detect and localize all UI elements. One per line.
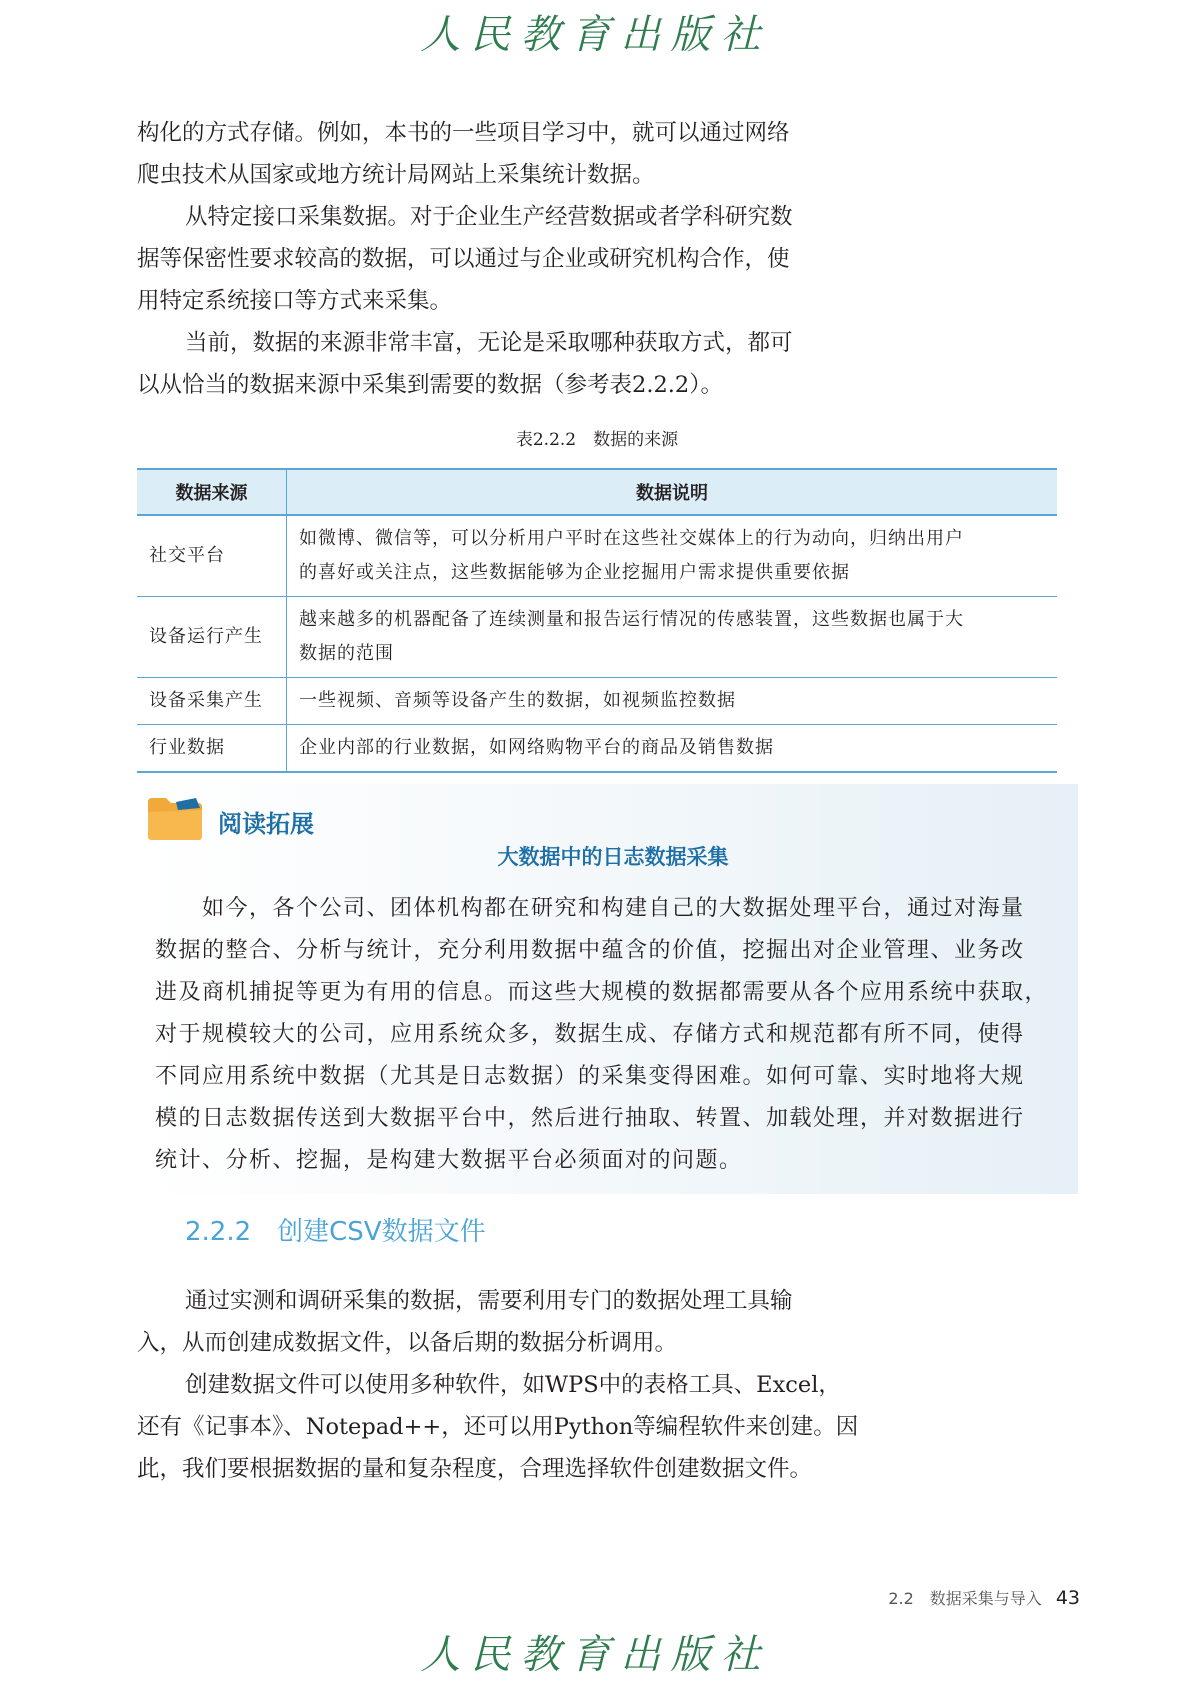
- table-row: [137, 678, 1057, 725]
- cell-source: 社交平台: [137, 515, 287, 597]
- paragraph-line: 通过实测和调研采集的数据，需要利用专门的数据处理工具输: [185, 1288, 793, 1314]
- column-header-source: 数据来源: [137, 469, 287, 515]
- page-number: 43: [1055, 1587, 1080, 1609]
- section-number: 2.2.2: [185, 1217, 252, 1247]
- paragraph-line: 此，我们要根据数据的量和复杂程度，合理选择软件创建数据文件。: [137, 1456, 813, 1482]
- paragraph-line: 从特定接口采集数据。对于企业生产经营数据或者学科研究数: [185, 204, 793, 230]
- box-line: 不同应用系统中数据（尤其是日志数据）的采集变得困难。如何可靠、实时地将大规: [155, 1064, 1025, 1089]
- cell-description: [287, 597, 1058, 678]
- column-header-description: 数据说明: [287, 469, 1058, 515]
- cell-line: 如微博、微信等，可以分析用户平时在这些社交媒体上的行为动向，归纳出用户: [299, 528, 964, 549]
- box-line: 对于规模较大的公司，应用系统众多，数据生成、存储方式和规范都有所不同，使得: [155, 1022, 1025, 1047]
- table-header-row: [137, 469, 1057, 515]
- cell-line: 越来越多的机器配备了连续测量和报告运行情况的传感装置，这些数据也属于大: [299, 609, 964, 630]
- folder-icon: [146, 796, 204, 842]
- section-heading: [185, 1212, 486, 1252]
- cell-source: 行业数据: [137, 725, 287, 773]
- cell-source: 设备运行产生: [137, 597, 287, 678]
- section-title: 创建CSV数据文件: [277, 1217, 486, 1247]
- paragraph-line: 还有《记事本》、Notepad++，还可以用Python等编程软件来创建。因: [137, 1414, 859, 1440]
- box-line: 统计、分析、挖掘，是构建大数据平台必须面对的问题。: [155, 1148, 743, 1173]
- paragraph-2: [137, 196, 861, 322]
- box-line: 进及商机捕捉等更为有用的信息。而这些大规模的数据都需要从各个应用系统中获取，: [155, 980, 1049, 1005]
- reading-extension-label: 阅读拓展: [218, 810, 314, 838]
- cell-line: 企业内部的行业数据，如网络购物平台的商品及销售数据: [299, 737, 774, 758]
- paragraph-line: 创建数据文件可以使用多种软件，如WPS中的表格工具、Excel，: [185, 1372, 841, 1398]
- paragraph-line: 入，从而创建成数据文件，以备后期的数据分析调用。: [137, 1330, 678, 1356]
- table-row: [137, 597, 1057, 678]
- paragraph-1: [137, 112, 861, 196]
- paragraph-line: 构化的方式存储。例如，本书的一些项目学习中，就可以通过网络: [137, 120, 790, 146]
- paragraph-5: [137, 1364, 861, 1490]
- data-source-table: [137, 468, 1057, 773]
- paragraph-3: [137, 322, 861, 406]
- cell-line: 数据的范围: [299, 643, 394, 664]
- table-row: [137, 515, 1057, 597]
- cell-line: 一些视频、音频等设备产生的数据，如视频监控数据: [299, 690, 736, 711]
- reading-extension-text: [155, 888, 1055, 1182]
- paragraph-4: [137, 1280, 861, 1364]
- cell-line: 的喜好或关注点，这些数据能够为企业挖掘用户需求提供重要依据: [299, 562, 850, 583]
- table-caption: 表2.2.2 数据的来源: [515, 430, 679, 450]
- paragraph-line: 爬虫技术从国家或地方统计局网站上采集统计数据。: [137, 162, 655, 188]
- paragraph-line: 当前，数据的来源非常丰富，无论是采取哪种获取方式，都可: [185, 330, 793, 356]
- page-footer: [820, 1583, 1080, 1614]
- box-line: 数据的整合、分析与统计，充分利用数据中蕴含的价值，挖掘出对企业管理、业务改: [155, 938, 1025, 963]
- publisher-logo-top: 人民教育出版社: [420, 12, 771, 58]
- box-line: 模的日志数据传送到大数据平台中，然后进行抽取、转置、加载处理，并对数据进行: [155, 1106, 1025, 1131]
- publisher-logo-bottom: 人民教育出版社: [420, 1632, 771, 1678]
- paragraph-line: 用特定系统接口等方式来采集。: [137, 288, 453, 314]
- cell-source: 设备采集产生: [137, 678, 287, 725]
- cell-description: [287, 515, 1058, 597]
- table-row: [137, 725, 1057, 773]
- paragraph-line: 以从恰当的数据来源中采集到需要的数据（参考表2.2.2）。: [137, 372, 724, 398]
- box-line: 如今，各个公司、团体机构都在研究和构建自己的大数据处理平台，通过对海量: [155, 896, 1025, 921]
- cell-description: [287, 725, 1058, 773]
- paragraph-line: 据等保密性要求较高的数据，可以通过与企业或研究机构合作，使: [137, 246, 790, 272]
- footer-section-label: 2.2 数据采集与导入: [888, 1589, 1042, 1608]
- cell-description: [287, 678, 1058, 725]
- reading-extension-subtitle: 大数据中的日志数据采集: [497, 845, 729, 869]
